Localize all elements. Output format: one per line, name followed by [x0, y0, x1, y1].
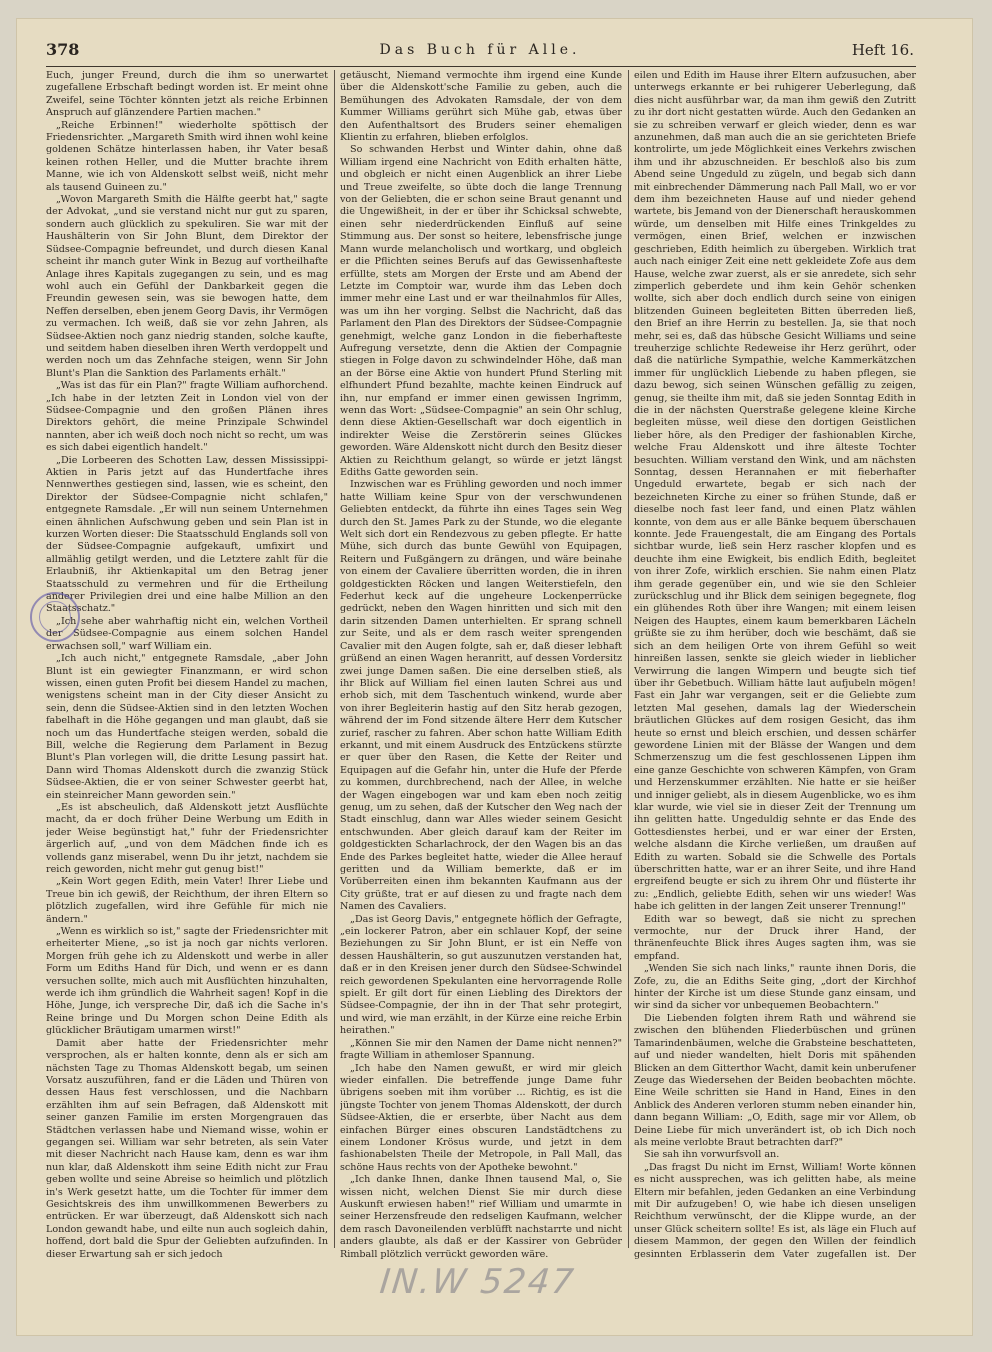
paragraph: „Können Sie mir den Namen der Dame nicht nennen?" fragte William in athemloser Spannung. [340, 1037, 622, 1062]
paragraph: Sie sah ihn vorwurfsvoll an. [644, 1149, 780, 1161]
running-title: Das Buch für Alle. [379, 42, 581, 58]
paragraph: „Die Lorbeeren des Schotten Law, dessen Mississippi-Aktien in Paris jetzt auf das Hundertfache ihres Nennwerthes gestiegen sind, lassen, wie es scheint, den Direktor der Südsee-Compagnie nicht schlafen," entgegnete Ramsdale. „Er will nun seinem Unternehmen einen ähnlichen Aufschwung geben und sein Plan ist in kurzen Worten dieser: Die Staatsschuld Englands soll von der Südsee-Compagnie aufgekauft, umfixirt und allmählig getilgt werden, und die Letztere zahlt für die Erlaubniß, ihr Aktienkapital um den Betrag jener Staatsschuld zu vermehren und für die Ertheilung anderer Privilegien drei und eine halbe Million an den Staatsschatz." [46, 454, 328, 615]
paragraph: „Das fragst Du nicht im Ernst, William! Worte können es nicht aussprechen, was ich gelitten habe, als meine Eltern mir befahlen, jeden Gedanken an eine Verbindung mit Dir aufzugeben! O, wie habe ich diesen unseligen Reichthum verwünscht, der die Klippe wurde, an der unser Glück scheitern sollte! Es ist, als läge ein Fluch auf diesem Mammon, der gegen den Willen der feindlich gesinnten Erblasserin dem Vater zugefallen ist. Der [634, 1161, 916, 1260]
paragraph: Die Liebenden folgten ihrem Rath und während sie zwischen den blühenden Fliederbüschen und grünen Tamarindenbäumen, welche die Grabsteine beschatteten, auf und nieder wandelten, hielt Doris mit spähenden Blicken an dem Gitterthor Wacht, damit kein unberufener Zeuge das Wiedersehen der Beiden beobachten möchte. Eine Weile schritten sie Hand in Hand, Eines in den Anblick des Anderen verloren stumm neben einander hin, dann begann William: „O, Edith, sage mir vor Allem, ob Deine Liebe für mich unverändert ist, ob ich Dich noch als meine verlobte Braut betrachten darf?" [634, 1012, 916, 1148]
paragraph: „Das ist Georg Davis," entgegnete höflich der Gefragte, „ein lockerer Patron, aber ein schlauer Kopf, der seine Beziehungen zu Sir John Blunt, er ist ein Neffe von dessen Haushälterin, so gut auszunutzen verstanden hat, daß er in den Kreisen jener durch den Südsee-Schwindel reich gewordenen Spekulanten eine hervorragende Rolle spielt. Er gilt dort für einen Liebling des Direktors der Südsee-Compagnie, der ihn in der That sehr protegirt, und wird, wie man erzählt, in der Kürze eine reiche Erbin heirathen." [340, 913, 622, 1037]
column-1 [46, 70, 328, 1260]
issue-number: Heft 16. [851, 41, 914, 59]
paragraph: „Ich danke Ihnen, danke Ihnen tausend Mal, o, Sie wissen nicht, welchen Dienst Sie mir durch diese Auskunft erwiesen haben!" rief William und umarmte in seiner Herzensfreude den redseligen Kaufmann, welcher dem rasch Davoneilenden verblüfft nachstarrte und nicht anders glaubte, als daß er der Kassirer von Gebrüder Rimball plötzlich verrückt geworden wäre. [340, 1174, 622, 1260]
paragraph: Damit aber hatte der Friedensrichter mehr versprochen, als er halten konnte, denn als er sich am nächsten Tage zu Thomas Aldenskott begab, um seinen Vorsatz auszuführen, fand er die Läden und Thüren von dessen Haus fest verschlossen, und die Nachbarn erzählten ihm auf sein Befragen, daß Aldenskott mit seiner ganzen Familie im ersten Morgengrauen das Städtchen verlassen habe und Niemand wisse, wohin er gegangen sei. William war sehr betreten, als sein Vater mit dieser Nachricht nach Hause kam, denn es war ihm nun klar, daß Aldenskott ihm seine Edith nicht zur Frau geben wollte und seine Abreise so heimlich und plötzlich in's Werk gesetzt hatte, um die Tochter für immer dem Gesichtskreis des ihm unwillkommenen Bewerbers zu entrücken. Er war überzeugt, daß Aldenskott sich nach London gewandt habe, und eilte nun auch sogleich dahin, hoffend, dort bald die Spur der Geliebten aufzufinden. In dieser Erwartung sah er sich jedoch [46, 1037, 328, 1260]
paragraph: „Wenn es wirklich so ist," sagte der Friedensrichter mit erheiterter Miene, „so ist ja noch gar nichts verloren. Morgen früh gehe ich zu Aldenskott und werbe in aller Form um Ediths Hand für Dich, und wenn er es dann versuchen sollte, mich auch mit Ausflüchten hinzuhalten, werde ich ihm gründlich die Wahrheit sagen! Kopf in die Höhe, Junge, ich verspreche Dir, daß ich die Sache in's Reine bringe und Du Morgen schon Deine Edith als glücklicher Bräutigam umarmen wirst!" [46, 926, 328, 1037]
paragraph: „Was ist das für ein Plan?" fragte William aufhorchend. „Ich habe in der letzten Zeit in London viel von der Südsee-Compagnie und den großen Plänen ihres Direktors gehört, die meine Prinzipale Schwindel nannten, aber ich weiß doch noch nicht so recht, um was es sich dabei eigentlich handelt." [46, 380, 328, 454]
page-number: 378 [46, 40, 80, 59]
paragraph: „Ich habe den Namen gewußt, er wird mir gleich wieder einfallen. Die betreffende junge Dame fuhr übrigens soeben mit ihm vorüber ... Richtig, es ist die jüngste Tochter von jenem Thomas Aldenskott, der durch Südsee-Aktien, die er erserbte, über Nacht aus dem einfachen Bürger eines obscuren Landstädtchens zu einem Londoner Krösus wurde, und jetzt in dem fashionabelsten Theile der Metropole, in Pall Mall, das schöne Haus rechts von der Apotheke bewohnt." [340, 1062, 622, 1173]
paragraph: „Reiche Erbinnen!" wiederholte spöttisch der Friedensrichter. „Margareth Smith wird ihnen wohl keine goldenen Schätze hinterlassen haben, ihr Vater besaß keinen rothen Heller, und die Mutter brachte ihrem Manne, wie ich von Aldenskott selbst weiß, nicht mehr als tausend Guineen zu." [46, 119, 328, 193]
paragraph: Inzwischen war es Frühling geworden und noch immer hatte William keine Spur von der verschwundenen Geliebten entdeckt, da führte ihn eines Tages sein Weg durch den St. James Park zu der Stunde, wo die elegante Welt sich dort ein Rendezvous zu geben pflegte. Er hatte Mühe, sich durch das bunte Gewühl von Equipagen, Reitern und Fußgängern zu drängen, und wäre beinahe von einem der Cavaliere überritten worden, die in ihren goldgestickten Röcken und langen Weiterstiefeln, den Federhut keck auf die ungeheure Lockenperrücke gedrückt, neben den Wagen hinritten und sich mit den darin sitzenden Damen unterhielten. Er sprang schnell zur Seite, und als er dem rasch weiter sprengenden Cavalier mit den Augen folgte, sah er, daß dieser lebhaft grüßend an einen Wagen heranritt, auf dessen Vordersitz zwei junge Damen saßen. Die eine derselben stieß, als ihr Blick auf William fiel einen lauten Schrei aus und erhob sich, mit dem Taschentuch winkend, wurde aber von ihrer Begleiterin hastig auf den Sitz herab gezogen, während der im Fond sitzende ältere Herr dem Kutscher zurief, rascher zu fahren. Aber schon hatte William Edith erkannt, und mit einem Ausdruck des Entzückens stürzte er quer über den Rasen, die Kette der Reiter und Equipagen auf die Gefahr hin, unter die Hufe der Pferde zu kommen, durchbrechend, nach der Allee, in welche der Wagen eingebogen war und kam eben noch zeitig genug, um zu sehen, daß der Kutscher den Weg nach der Stadt einschlug, dann war Alles wieder seinem Gesicht entschwunden. Aber gleich darauf kam der Reiter im goldgestickten Scharlachrock, der den Wagen bis an das Ende des Parkes begleitet hatte, wieder die Allee herauf geritten und da William bemerkte, daß er im Vorüberreiten einen ihm bekannten Kaufmann aus der City grüßte, trat er auf diesen zu und fragte nach dem Namen des Cavaliers. [340, 479, 622, 913]
header-rule [46, 66, 916, 67]
library-stamp [30, 592, 80, 642]
paragraph: „Wovon Margareth Smith die Hälfte geerbt hat," sagte der Advokat, „und sie verstand nicht nur gut zu sparen, sondern auch glücklich zu spekuliren. Sie war mit der Haushälterin von Sir John Blunt, dem Direktor der Südsee-Compagnie befreundet, und durch diesen Kanal scheint ihr manch guter Wink in Bezug auf vortheilhafte Anlage ihres Kapitals zugegangen zu sein, und es mag wohl auch ein Gefühl der Dankbarkeit gegen die Freundin gewesen sein, was sie bewogen hatte, dem Neffen derselben, eben jenem Georg Davis, ihr Vermögen zu vermachen. Ich weiß, daß sie vor zehn Jahren, als Südsee-Aktien noch ganz niedrig standen, solche kaufte, und seitdem haben dieselben ihren Werth verdoppelt und werden noch um das Zehnfache steigen, wenn Sir John Blunt's Plan die Sanktion des Parlaments erhält." [46, 194, 328, 379]
paragraph: eilen und Edith im Hause ihrer Eltern aufzusuchen, aber unterwegs erkannte er bei ruhigerer Ueberlegung, daß dies nicht ausführbar war, da man ihm gewiß den Zutritt zu ihr dort nicht gestatten würde. Auch den Gedanken an sie zu schreiben verwarf er gleich wieder, denn es war anzunehmen, daß man auch die an sie gerichteten Briefe kontrolirte, um jede Möglichkeit eines Verkehrs zwischen ihm und ihr abzuschneiden. Er beschloß also bis zum Abend seine Ungeduld zu zügeln, und begab sich dann mit einbrechender Dämmerung nach Pall Mall, wo er vor dem ihm bezeichneten Hause auf und nieder gehend wartete, bis Jemand von der Dienerschaft herauskommen würde, um denselben mit Hilfe eines Trinkgeldes zu vermögen, einen Brief, welchen er inzwischen geschrieben, Edith heimlich zu übergeben. Wirklich trat auch nach einiger Zeit eine nett gekleidete Zofe aus dem Hause, welche zwar zuerst, als er sie anredete, sich sehr zimperlich geberdete und ihm kein Gehör schenken wollte, sich aber doch endlich durch seine von einigen blitzenden Guineen begleiteten Bitten überreden ließ, den Brief an ihre Herrin zu bestellen. Ja, sie that noch mehr, sei es, daß das hübsche Gesicht Williams und seine treuherzige schlichte Redeweise ihr Herz gerührt, oder daß die natürliche Sympathie, welche Kammerkätzchen immer für unglücklich Liebende zu haben pflegen, sie dazu bewog, sich seinen Wünschen gefällig zu zeigen, genug, sie theilte ihm mit, daß sie jeden Sonntag Edith in die in der nächsten Querstraße gelegene kleine Kirche begleiten müsse, weil diese den dortigen Geistlichen lieber höre, als den Prediger der fashionablen Kirche, welche Frau Aldenskott und ihre älteste Tochter besuchten. William verstand den Wink, und am nächsten Sonntag, dessen Herannahen er mit fieberhafter Ungeduld erwartete, begab er sich nach der bezeichneten Kirche zu einer so frühen Stunde, daß er dieselbe noch fast leer fand, und einen Platz wählen konnte, von dem aus er alle Bänke bequem überschauen konnte. Jede Frauengestalt, die am Eingang des Portals sichtbar wurde, ließ sein Herz rascher klopfen und es deuchte ihm eine Ewigkeit, bis endlich Edith, begleitet von ihrer Zofe, wirklich erschien. Sie nahm einen Platz ihm gerade gegenüber ein, und wie sie den Schleier zurückschlug und ihr Blick dem seinigen begegnete, flog ein glühendes Roth über ihre Wangen; mit einem leisen Neigen des Hauptes, einem kaum bemerkbaren Lächeln grüßte sie zu ihm herüber, doch wie beschämt, daß sie sich an dem heiligen Orte von ihrem Gefühl so weit hinreißen lassen, senkte sie gleich wieder in lieblicher Verwirrung die langen Wimpern und beugte sich tief über ihr Gebetbuch. William hätte laut aufjubeln mögen! Fast ein Jahr war vergangen, seit er die Geliebte zum letzten Mal gesehen, damals lag der Wiederschein bräutlichen Glückes auf dem rosigen Gesicht, das ihm heute so ernst und bleich erschien, und dessen schärfer gewordene Linien mit der Blässe der Wangen und dem Schmerzenszug um die fest geschlossenen Lippen ihm eine ganze Geschichte von schweren Kämpfen, von Gram und Herzenskummer erzählten. Nie hatte er sie heißer und inniger geliebt, als in diesem Augenblicke, wo es ihm klar wurde, wie viel sie in dieser Zeit der Trennung um ihn gelitten hatte. Ungeduldig sehnte er das Ende des Gottesdienstes herbei, und er war einer der Ersten, welche alsdann die Kirche verließen, um draußen auf Edith zu warten. Sobald sie die Schwelle des Portals überschritten hatte, war er an ihrer Seite, und ihre Hand ergreifend beugte er sich zu ihrem Ohr und flüsterte ihr zu: „Endlich, geliebte Edith, sehen wir uns wieder! Was habe ich gelitten in der langen Zeit unserer Trennung!" [634, 70, 916, 913]
paragraph: „Es ist abscheulich, daß Aldenskott jetzt Ausflüchte macht, da er doch früher Deine Werbung um Edith in jeder Weise begünstigt hat," fuhr der Friedensrichter ärgerlich auf, „und von dem Mädchen finde ich es vollends ganz miserabel, wenn Du ihr jetzt, nachdem sie reich geworden, nicht mehr gut genug bist!" [46, 801, 328, 875]
paragraph: So schwanden Herbst und Winter dahin, ohne daß William irgend eine Nachricht von Edith erhalten hätte, und obgleich er nicht einen Augenblick an ihrer Liebe und Treue zweifelte, so übte doch die lange Trennung von der Geliebten, die er schon seine Braut genannt und die Ungewißheit, in der er über ihr Schicksal schwebte, einen sehr niederdrückenden Einfluß auf seine Stimmung aus. Der sonst so heitere, lebensfrische junge Mann wurde melancholisch und wortkarg, und obgleich er die Pflichten seines Berufs auf das Gewissenhafteste erfüllte, stets am Morgen der Erste und am Abend der Letzte im Comptoir war, wurde ihm das Leben doch immer mehr eine Last und er war theilnahmlos für Alles, was um ihn her vorging. Selbst die Nachricht, daß das Parlament den Plan des Direktors der Südsee-Compagnie genehmigt, welche ganz London in die fieberhafteste Aufregung versetzte, denn die Aktien der Compagnie stiegen in Folge davon zu schwindelnder Höhe, daß man an der Börse eine Aktie von hundert Pfund Sterling mit elfhundert Pfund bezahlte, machte keinen Eindruck auf ihn, nur empfand er immer einen gewissen Ingrimm, wenn das Wort: „Südsee-Compagnie" an sein Ohr schlug, denn diese Aktien-Gesellschaft war doch eigentlich in indirekter Weise die Zerstörerin seines Glückes geworden. Wäre Aldenskott nicht durch den Besitz dieser Aktien zu Reichthum gelangt, so würde er jetzt längst Ediths Gatte geworden sein. [340, 144, 622, 478]
paragraph: Euch, junger Freund, durch die ihm so unerwartet zugefallene Erbschaft bedingt worden ist. Er meint ohne Zweifel, seine Töchter könnten jetzt als reiche Erbinnen Anspruch auf glänzendere Partien machen." [46, 70, 328, 119]
paragraph: „Wenden Sie sich nach links," raunte ihnen Doris, die Zofe, zu, die an Ediths Seite ging, „dort der Kirchhof hinter der Kirche ist um diese Stunde ganz einsam, und wir sind da sicher vor unbequemen Beobachtern." [634, 963, 916, 1012]
paragraph: Edith war so bewegt, daß sie nicht zu sprechen vermochte, nur der Druck ihrer Hand, der thränenfeuchte Blick ihres Auges sagten ihm, was sie empfand. [634, 913, 916, 962]
paragraph: „Ich sehe aber wahrhaftig nicht ein, welchen Vortheil der Südsee-Compagnie aus einem solchen Handel erwachsen soll," warf William ein. [46, 615, 328, 652]
paragraph: „Kein Wort gegen Edith, mein Vater! Ihrer Liebe und Treue bin ich gewiß, der Reichthum, der ihren Eltern so plötzlich zugefallen, wird ihre Gefühle für mich nie ändern." [46, 876, 328, 925]
paragraph: getäuscht, Niemand vermochte ihm irgend eine Kunde über die Aldenskott'sche Familie zu geben, auch die Bemühungen des Advokaten Ramsdale, der von dem Kummer Williams gerührt sich Mühe gab, etwas über den Aufenthaltsort des Bruders seiner ehemaligen Klientin zu erfahren, blieben erfolglos. [340, 70, 622, 144]
column-3 [634, 70, 916, 1260]
article-body [46, 70, 916, 1260]
paragraph: „Ich auch nicht," entgegnete Ramsdale, „aber John Blunt ist ein gewiegter Finanzmann, er wird schon wissen, einen guten Profit bei diesem Handel zu machen, wenigstens scheint man in der City dieser Ansicht zu sein, denn die Südsee-Aktien sind in den letzten Wochen fabelhaft in die Höhe gegangen und man glaubt, daß sie noch um das Hundertfache steigen werden, sobald die Bill, welche die Regierung dem Parlament in Bezug Blunt's Plan vorlegen will, die dritte Lesung passirt hat. Dann wird Thomas Aldenskott durch die zwanzig Stück Südsee-Aktien, die er von seiner Schwester geerbt hat, ein steinreicher Mann geworden sein." [46, 653, 328, 801]
handwritten-inventory-number: IN.W 5247 [377, 1262, 578, 1302]
page-header [46, 40, 914, 64]
library-stamp-ring [39, 601, 71, 633]
column-2 [340, 70, 622, 1260]
